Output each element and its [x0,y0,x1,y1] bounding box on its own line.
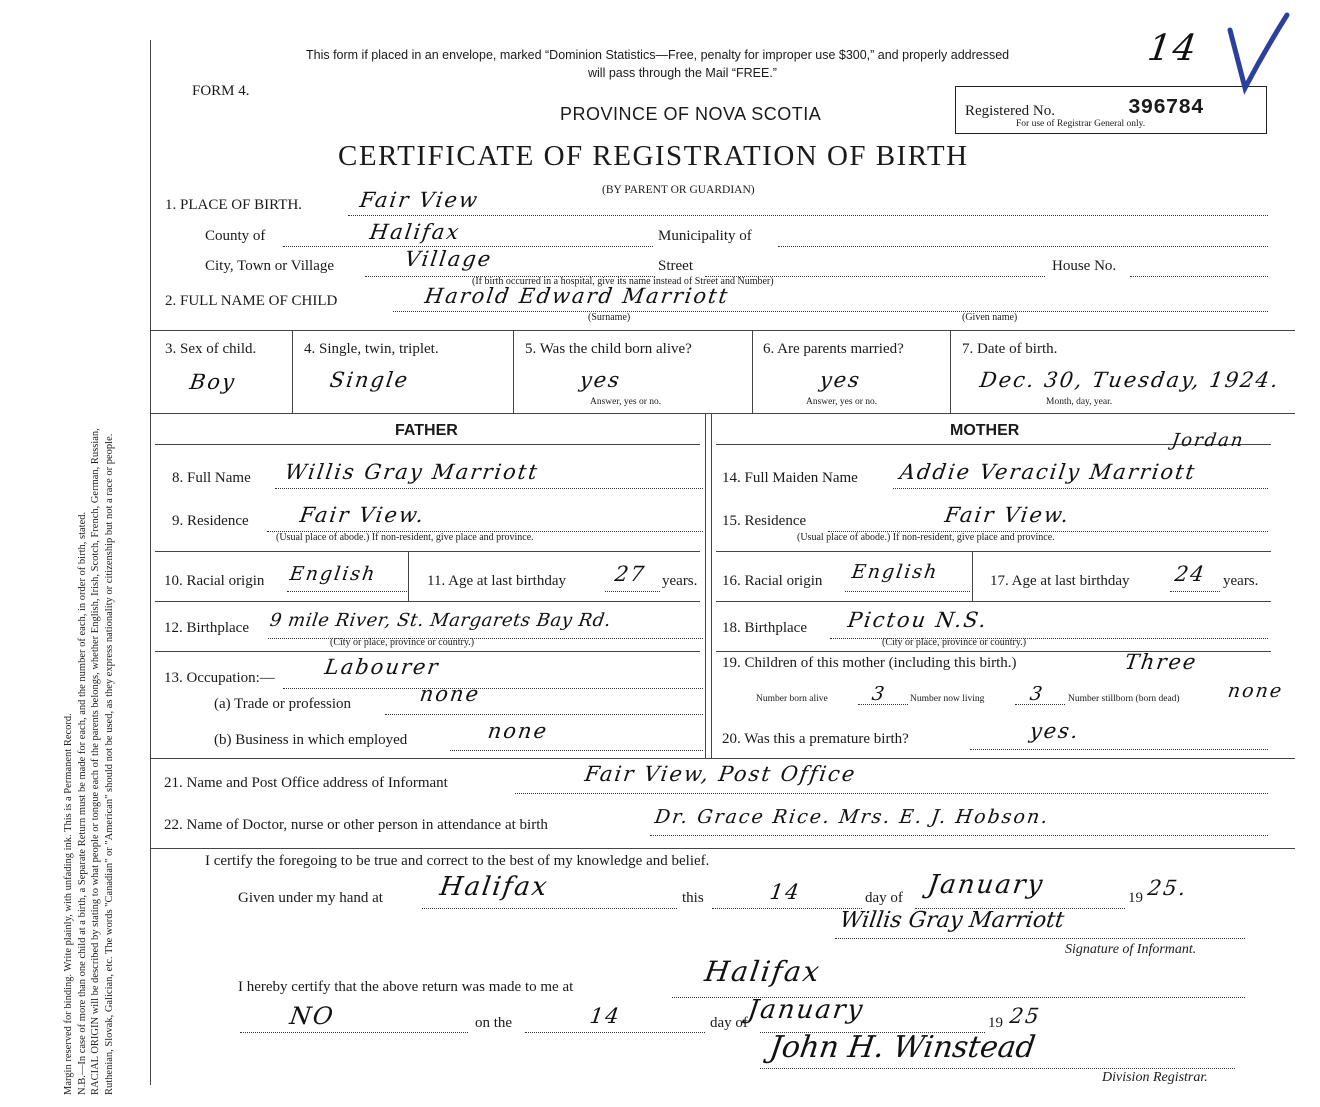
certificate-subtitle: (BY PARENT OR GUARDIAN) [602,184,755,196]
registrar-prefix-line [240,1032,468,1033]
child-name-label: 2. FULL NAME OF CHILD [165,293,338,309]
father-name-label: 8. Full Name [172,470,251,486]
column-divider [705,413,706,758]
margin-line-2: N.B.—In case of more than one child at a birth, a Separate Return must be made for each, and the number of each, in order of birth, stated. [76,511,88,1095]
registered-label: Registered No. [965,103,1055,119]
father-trade-line [385,714,703,715]
date-of-birth-label: 7. Date of birth. [962,341,1058,357]
divider-3 [752,330,753,413]
city-value: Village [403,247,495,271]
form-number: FORM 4. [192,83,250,99]
premature-line [970,749,1268,750]
father-row-rule-3 [155,651,700,652]
father-occupation-label: 13. Occupation:— [164,670,275,686]
plurality-value: Single [328,368,411,392]
registrar-prefix-value: NO [288,1002,337,1030]
given-month-value: January [925,870,1047,900]
child-name-line [393,311,1268,312]
divider-4 [950,330,951,413]
father-birthplace-note: (City or place, province or country.) [330,637,475,648]
given-place-line [422,908,677,909]
now-living-count-label: Number now living [910,694,985,704]
born-alive-label: 5. Was the child born alive? [525,341,692,357]
given-place-value: Halifax [437,872,551,902]
father-business-line [450,750,703,751]
born-alive-count-value: 3 [870,683,888,705]
informant-signature: Willis Gray Marriott [838,908,1066,933]
postal-notice-line2: will pass through the Mail “FREE.” [588,66,777,80]
sex-label: 3. Sex of child. [165,341,257,357]
father-birthplace-value: 9 mile River, St. Margarets Bay Rd. [268,610,613,631]
mother-age-line [1170,591,1220,592]
father-birthplace-label: 12. Birthplace [164,620,249,636]
father-race-divider [408,551,409,601]
born-alive-note: Answer, yes or no. [590,397,662,407]
attendant-line [650,835,1268,836]
mother-row-rule-1 [716,551,1271,552]
given-this-label: this [682,890,704,906]
father-race-label: 10. Racial origin [164,573,265,589]
stillborn-count-label: Number stillborn (born dead) [1068,694,1180,704]
stillborn-count-value: none [1226,680,1285,702]
street-label: Street [658,258,693,274]
county-label: County of [205,228,266,244]
registrar-year-prefix: 19 [988,1015,1003,1031]
house-no-label: House No. [1052,258,1117,274]
mother-row-rule-2 [716,601,1271,602]
father-heading-rule [155,444,700,445]
blue-check-mark [1225,10,1295,100]
informant-label: 21. Name and Post Office address of Informant [164,775,448,791]
father-row-rule-2 [155,601,700,602]
informant-line [515,793,1268,794]
born-alive-count-label: Number born alive [756,694,828,704]
father-name-value: Willis Gray Marriott [283,460,541,484]
plurality-label: 4. Single, twin, triplet. [304,341,439,357]
mother-maiden-name-insert: Jordan [1170,430,1246,451]
premature-label: 20. Was this a premature birth? [722,731,909,747]
city-label: City, Town or Village [205,258,335,274]
registrar-year-value: 25 [1008,1004,1043,1028]
father-business-label: (b) Business in which employed [214,732,408,748]
postal-notice-line1: This form if placed in an envelope, marked “Dominion Statistics—Free, penalty for improper use $300,” and properly addressed [306,48,1010,62]
given-day-value: 14 [768,880,803,904]
father-row-rule-1 [155,551,700,552]
province-heading: PROVINCE OF NOVA SCOTIA [560,104,822,124]
given-day-line [712,908,862,909]
margin-line-3: RACIAL ORIGIN will be described by stating to what people or tongue each of the parents belongs, whether English, Irish, Scotch, French, German, Russian, [90,428,102,1095]
mother-residence-label: 15. Residence [722,513,807,529]
certification-top-border [150,848,1295,849]
father-age-label: 11. Age at last birthday [427,573,566,589]
municipality-label: Municipality of [658,228,752,244]
corner-number-mark: 14 [1145,28,1201,69]
mother-name-value: Addie Veracily Marriott [898,460,1198,484]
informant-signature-label: Signature of Informant. [1065,942,1197,957]
father-trade-value: none [418,682,482,706]
house-no-line [1130,276,1268,277]
given-year-value: 25. [1146,876,1190,900]
registered-number: 396784 [1128,97,1204,120]
parents-bottom-border [150,758,1295,759]
father-residence-value: Fair View. [298,503,427,527]
father-name-line [275,488,703,489]
sex-value: Boy [188,370,238,394]
registrar-signature-label: Division Registrar. [1102,1070,1208,1085]
mother-birthplace-label: 18. Birthplace [722,620,807,636]
divider-1 [292,330,293,413]
margin-instructions [62,15,116,1095]
registrar-note: For use of Registrar General only. [1016,119,1146,129]
row-top-border [150,330,1295,331]
mother-age-label: 17. Age at last birthday [990,573,1130,589]
informant-value: Fair View, Post Office [583,762,859,786]
born-alive-value: yes [578,368,623,392]
attendant-value: Dr. Grace Rice. Mrs. E. J. Hobson. [653,806,1051,828]
father-age-value: 27 [613,562,648,586]
mother-race-label: 16. Racial origin [722,573,823,589]
registrar-day-value: 14 [588,1004,623,1028]
registrar-signature: John H. Winstead [767,1030,1038,1065]
now-living-count-value: 3 [1028,683,1046,705]
mother-residence-value: Fair View. [943,503,1072,527]
father-age-line [605,591,660,592]
divider-2 [513,330,514,413]
mother-children-value: Three [1123,650,1200,674]
father-trade-label: (a) Trade or profession [214,696,352,712]
surname-note: (Surname) [588,312,631,323]
margin-line-4: Ruthenian, Slovak, Galician, etc. The words "Canadian" or "American" should not be used, as they express nationality or citizenship but not a race or people. [103,433,115,1095]
informant-signature-line [835,938,1245,939]
registrar-place-value: Halifax [702,955,824,988]
father-business-value: none [486,719,550,743]
mother-age-value: 24 [1173,562,1208,586]
parents-married-note: Answer, yes or no. [806,397,878,407]
registrar-month-value: January [745,995,867,1025]
mother-children-label: 19. Children of this mother (including this birth.) [722,655,1017,671]
registrar-on-the-label: on the [475,1015,513,1031]
municipality-line [778,246,1268,247]
mother-name-line [893,488,1268,489]
margin-line-1: Margin reserved for binding. Write plainly, with unfading ink. This is a Permanent Record. [63,713,74,1095]
given-day-of-label: day of [865,890,903,906]
place-of-birth-label: 1. PLACE OF BIRTH. [165,197,303,213]
parents-married-label: 6. Are parents married? [763,341,904,357]
date-of-birth-note: Month, day, year. [1046,397,1113,407]
parents-married-value: yes [818,368,863,392]
hospital-note: (If birth occurred in a hospital, give its name instead of Street and Number) [472,276,774,287]
mother-heading: MOTHER [950,422,1020,439]
mother-birthplace-value: Pictou N.S. [846,608,990,632]
mother-race-line [845,591,970,592]
mother-residence-note: (Usual place of abode.) If non-resident, give place and province. [797,532,1055,543]
father-race-value: English [288,563,378,585]
registrar-day-line [525,1032,705,1033]
mother-name-label: 14. Full Maiden Name [722,470,858,486]
row-bottom-border [150,413,1295,414]
attendant-label: 22. Name of Doctor, nurse or other person in attendance at birth [164,817,548,833]
certificate-title: CERTIFICATE OF REGISTRATION OF BIRTH [338,140,969,172]
father-race-line [287,591,407,592]
mother-birthplace-note: (City or place, province or country.) [882,637,1027,648]
registrar-certification-label: I hereby certify that the above return was made to me at [238,979,574,995]
registered-number-box [955,86,1267,134]
given-name-note: (Given name) [962,312,1018,323]
column-divider-2 [711,413,712,758]
given-under-hand-label: Given under my hand at [238,890,383,906]
registrar-signature-line [760,1068,1235,1069]
place-of-birth-value: Fair View [358,188,481,212]
father-occupation-value: Labourer [323,655,442,679]
county-value: Halifax [368,220,463,244]
registrar-day-of-label: day of [710,1015,748,1031]
father-age-unit: years. [662,573,698,589]
form-left-border [150,40,151,1085]
certification-statement: I certify the foregoing to be true and correct to the best of my knowledge and belief. [205,853,710,869]
given-year-prefix: 19 [1128,890,1143,906]
child-name-value: Harold Edward Marriott [423,284,731,308]
mother-race-value: English [850,561,940,583]
mother-age-unit: years. [1223,573,1259,589]
premature-value: yes. [1028,719,1082,743]
mother-race-divider [972,551,973,601]
place-of-birth-line [348,215,1268,216]
father-heading: FATHER [395,422,458,439]
date-of-birth-value: Dec. 30, Tuesday, 1924. [978,368,1282,392]
father-residence-note: (Usual place of abode.) If non-resident, give place and province. [276,532,534,543]
father-residence-label: 9. Residence [172,513,249,529]
father-occupation-line [283,688,703,689]
